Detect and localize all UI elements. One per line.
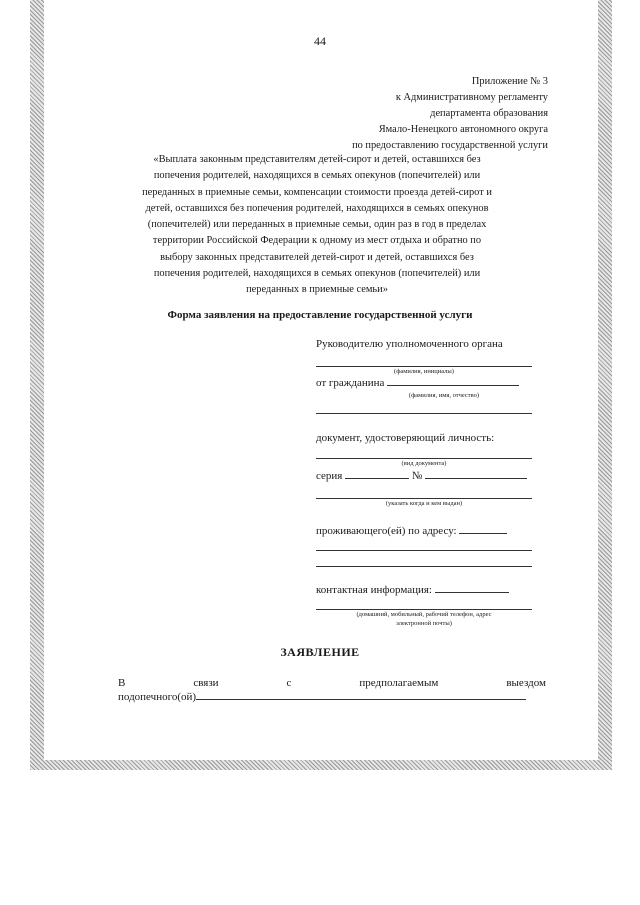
statement-word: выездом bbox=[506, 677, 546, 689]
doc-label: документ, удостоверяющий личность: bbox=[316, 432, 495, 444]
contact-input-line[interactable] bbox=[435, 592, 509, 593]
series-input-line[interactable] bbox=[345, 478, 409, 479]
appendix-line: Приложение № 3 bbox=[471, 76, 548, 87]
address-input-line[interactable] bbox=[459, 533, 507, 534]
statement-title: ЗАЯВЛЕНИЕ bbox=[280, 645, 360, 659]
address-line-3[interactable] bbox=[316, 566, 532, 567]
ward-input-line[interactable] bbox=[196, 699, 526, 700]
series-number-row bbox=[316, 470, 532, 482]
from-label: от гражданина bbox=[316, 377, 385, 389]
service-line: «Выплата законным представителям детей-сирот и детей, оставшихся без bbox=[153, 154, 481, 165]
service-line: переданных в приемные семьи, компенсации стоимости проезда детей-сирот и bbox=[142, 186, 492, 198]
statement-word: предполагаемым bbox=[359, 677, 439, 689]
statement-word: с bbox=[286, 677, 292, 689]
form-title: Форма заявления на предоставление государственной услуги bbox=[167, 309, 473, 321]
statement-first-line bbox=[118, 677, 546, 689]
from-citizen-row bbox=[316, 377, 532, 389]
page-number: 44 bbox=[314, 34, 326, 48]
from-citizen-line[interactable] bbox=[387, 385, 519, 386]
issued-caption: (указать когда и кем выдан) bbox=[385, 500, 463, 507]
contact-line-2[interactable] bbox=[316, 609, 532, 610]
service-line: попечения родителей, находящихся в семьях опекунов (попечителей) или bbox=[153, 170, 481, 182]
service-line: переданных в приемные семьи» bbox=[246, 284, 388, 296]
service-line: выбору законных представителей детей-сирот и детей, оставшихся без bbox=[160, 251, 474, 263]
number-label: № bbox=[411, 470, 423, 482]
contact-label: контактная информация: bbox=[316, 584, 432, 596]
statement-word: связи bbox=[193, 677, 219, 689]
contact-caption-2: электронной почты) bbox=[396, 620, 452, 627]
address-line-2[interactable] bbox=[316, 550, 532, 551]
service-line: попечения родителей, находящихся в семьях опекунов (попечителей) или bbox=[153, 268, 481, 280]
addressee-line[interactable] bbox=[316, 366, 532, 367]
service-line: территории Российской Федерации к одному из мест отдыха и обратно по bbox=[152, 235, 482, 247]
appendix-header bbox=[108, 74, 548, 154]
service-name bbox=[86, 152, 548, 299]
statement-second-line bbox=[118, 691, 526, 703]
appendix-line: по предоставлению государственной услуги bbox=[352, 140, 548, 151]
contact-caption-1: (домашний, мобильный, рабочий телефон, адрес bbox=[356, 611, 492, 618]
doc-type-line[interactable] bbox=[316, 458, 532, 459]
statement-word: В bbox=[118, 677, 126, 689]
number-input-line[interactable] bbox=[425, 478, 527, 479]
appendix-line: к Административному регламенту bbox=[395, 92, 548, 103]
from-caption: (фамилия, имя, отчество) bbox=[408, 392, 480, 399]
appendix-line: департамента образования bbox=[430, 108, 548, 119]
contact-row bbox=[316, 584, 532, 596]
address-label: проживающего(ей) по адресу: bbox=[316, 525, 457, 537]
service-line: (попечителей) или переданных в приемные семьи, один раз в год в пределах bbox=[147, 219, 487, 231]
appendix-line: Ямало-Ненецкого автономного округа bbox=[378, 124, 548, 135]
addressee-label: Руководителю уполномоченного органа bbox=[316, 338, 503, 350]
series-label: серия bbox=[316, 470, 343, 482]
addressee-caption: (фамилия, инициалы) bbox=[394, 368, 454, 375]
address-row bbox=[316, 525, 532, 537]
service-line: детей, оставшихся без попечения родителей, находящихся в семьях опекунов bbox=[145, 202, 489, 214]
citizen-name-line[interactable] bbox=[316, 413, 532, 414]
doc-caption: (вид документа) bbox=[401, 460, 447, 467]
page-border-bottom bbox=[30, 760, 612, 770]
issued-line[interactable] bbox=[316, 498, 532, 499]
ward-label: подопечного(ой) bbox=[118, 691, 197, 703]
